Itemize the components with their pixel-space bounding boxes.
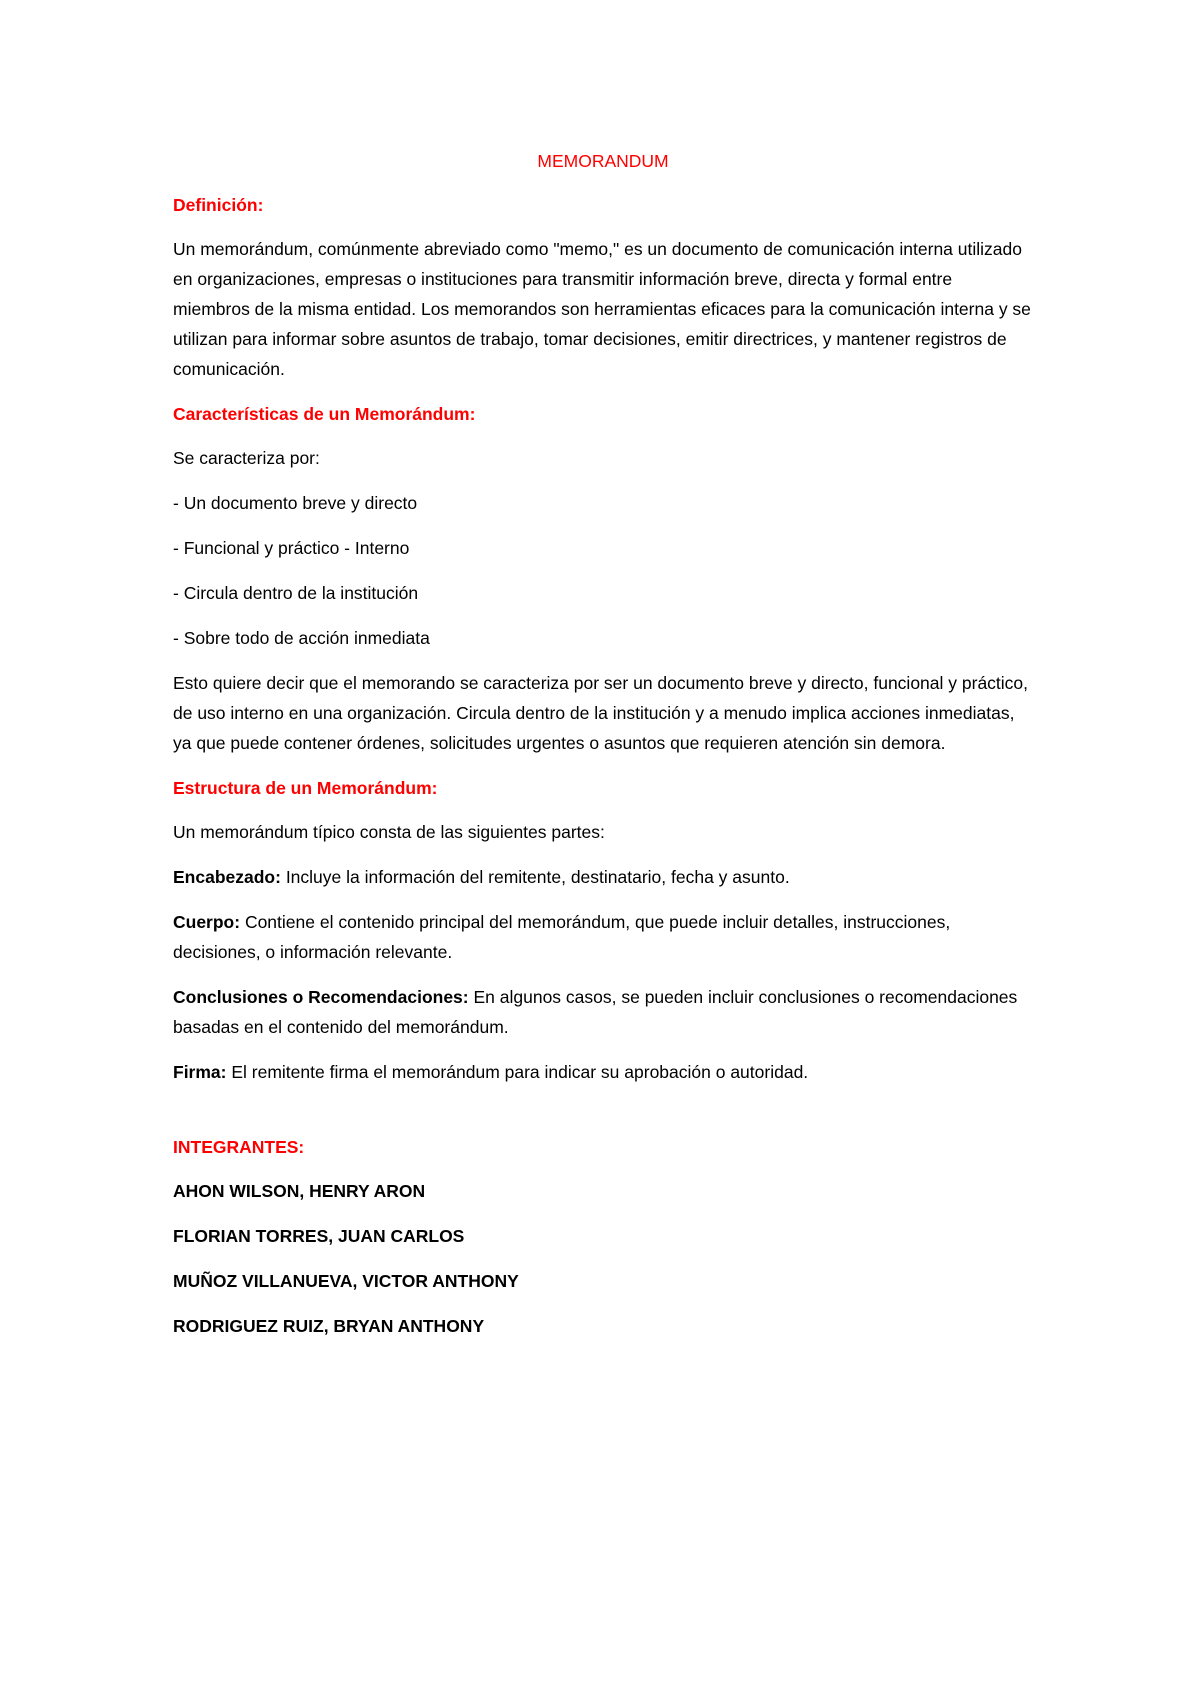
- part-label: Cuerpo:: [173, 912, 241, 932]
- document-content: [173, 146, 1033, 1356]
- structure-intro: Un memorándum típico consta de las siguientes partes:: [173, 822, 605, 842]
- part-text: En algunos casos, se pueden incluir conclusiones o recomendaciones basadas en el contenido del memorándum.: [173, 987, 1018, 1037]
- characteristics-heading: Características de un Memorándum:: [173, 404, 476, 424]
- member-name: RODRIGUEZ RUIZ, BRYAN ANTHONY: [173, 1316, 485, 1336]
- part-label: Conclusiones o Recomendaciones:: [173, 987, 469, 1007]
- member-name: MUÑOZ VILLANUEVA, VICTOR ANTHONY: [173, 1271, 519, 1291]
- member-name: FLORIAN TORRES, JUAN CARLOS: [173, 1226, 465, 1246]
- members-heading: INTEGRANTES:: [173, 1137, 305, 1157]
- section-spacer: [173, 1102, 1033, 1132]
- characteristic-item: - Un documento breve y directo: [173, 493, 418, 513]
- structure-part-header: [173, 862, 1033, 892]
- member-name: AHON WILSON, HENRY ARON: [173, 1181, 426, 1201]
- part-text: Incluye la información del remitente, destinatario, fecha y asunto.: [280, 867, 790, 887]
- characteristic-item: - Funcional y práctico - Interno: [173, 538, 410, 558]
- characteristic-item: - Circula dentro de la institución: [173, 583, 419, 603]
- part-text: Contiene el contenido principal del memorándum, que puede incluir detalles, instrucciones, decisiones, o información relevante.: [173, 912, 951, 962]
- characteristics-intro: Se caracteriza por:: [173, 448, 320, 468]
- part-label: Encabezado:: [173, 867, 281, 887]
- characteristic-item: - Sobre todo de acción inmediata: [173, 628, 430, 648]
- definition-heading: Definición:: [173, 195, 264, 215]
- part-label: Firma:: [173, 1062, 227, 1082]
- structure-part-signature: [173, 1057, 1033, 1087]
- structure-heading: Estructura de un Memorándum:: [173, 778, 438, 798]
- characteristics-summary: Esto quiere decir que el memorando se caracteriza por ser un documento breve y directo, funcional y práctico, de uso interno en una organización. Circula dentro de la institución y a menudo implica acciones inmediatas, ya que puede contener órdenes, solicitudes urgentes o asuntos que requieren atención sin demora.: [173, 673, 1029, 753]
- structure-part-conclusions: [173, 982, 1033, 1042]
- document-title: MEMORANDUM: [537, 151, 669, 171]
- part-text: El remitente firma el memorándum para indicar su aprobación o autoridad.: [226, 1062, 809, 1082]
- structure-part-body: [173, 907, 1033, 967]
- definition-paragraph: Un memorándum, comúnmente abreviado como "memo," es un documento de comunicación interna utilizado en organizaciones, empresas o instituciones para transmitir información breve, directa y formal entre miembros de la misma entidad. Los memorandos son herramientas eficaces para la comunicación interna y se utilizan para informar sobre asuntos de trabajo, tomar decisiones, emitir directrices, y mantener registros de comunicación.: [173, 239, 1031, 379]
